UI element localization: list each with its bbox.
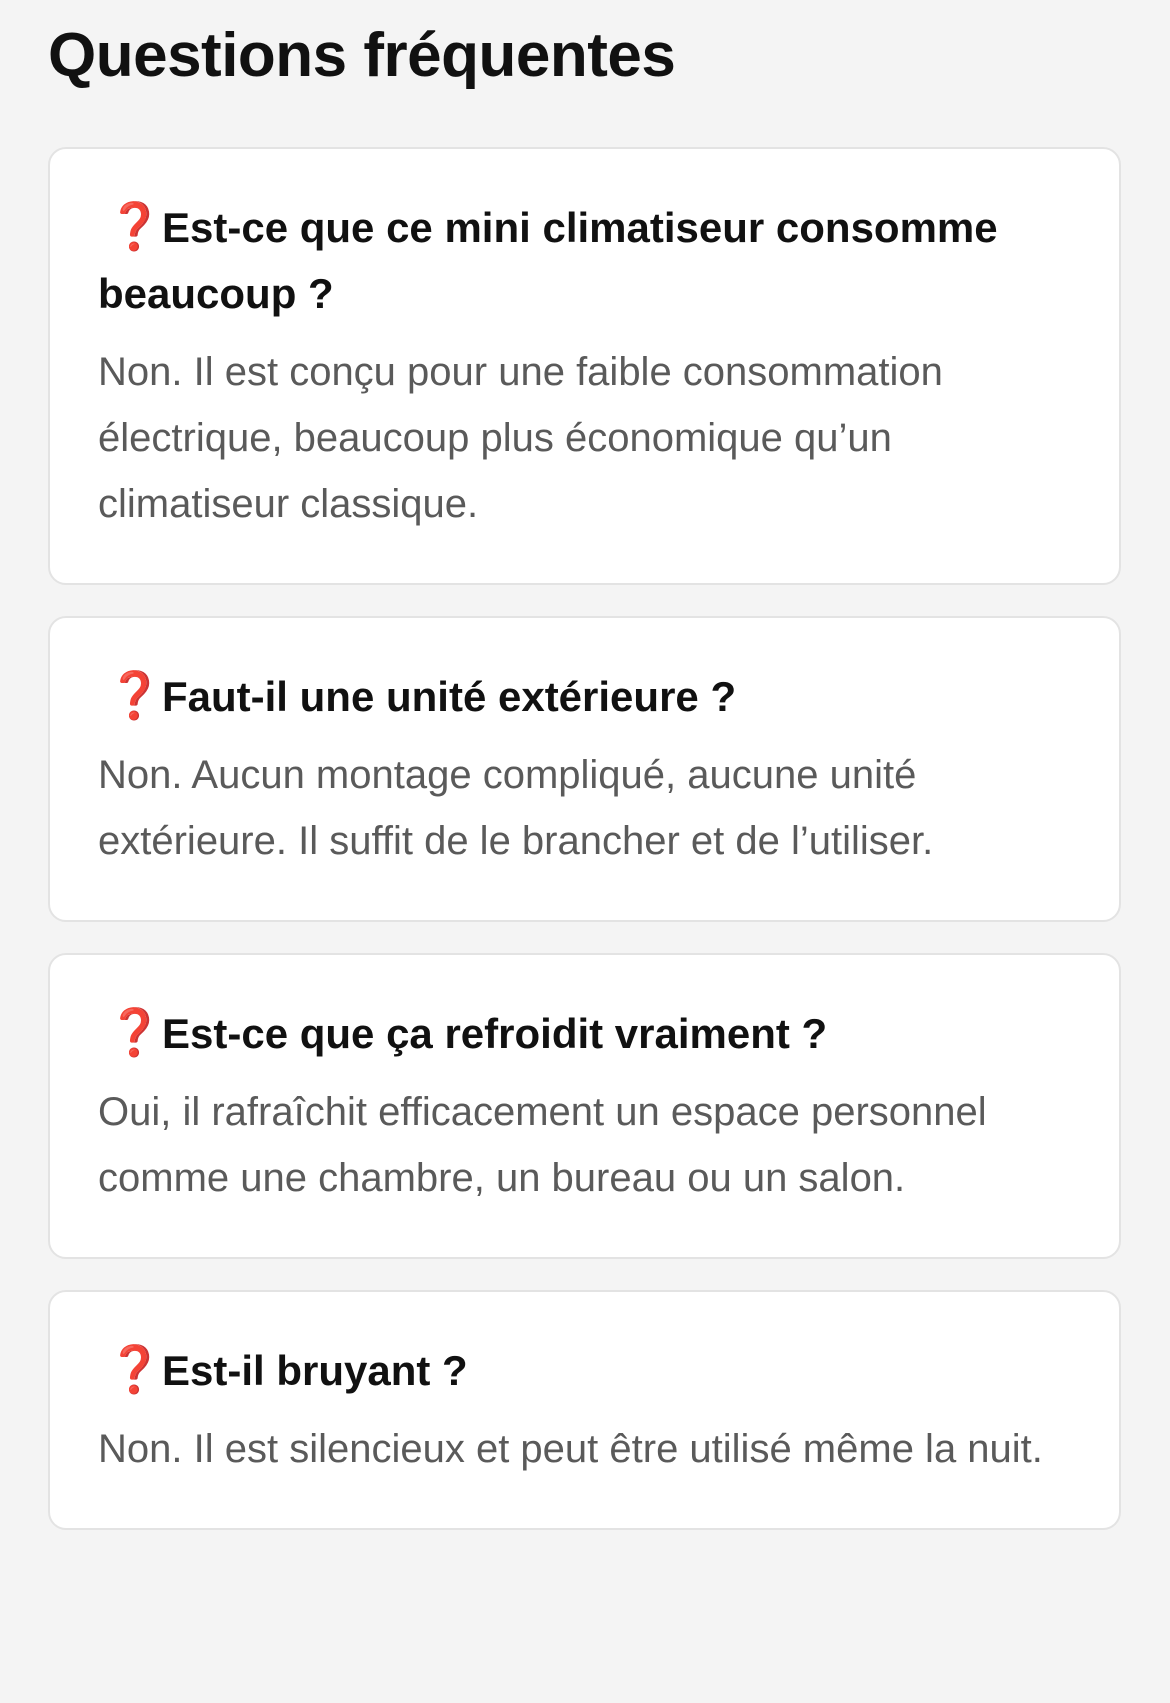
faq-item — [48, 616, 1121, 922]
faq-question — [98, 999, 1071, 1067]
question-mark-icon: ❓ — [106, 199, 164, 253]
faq-list — [48, 147, 1121, 1561]
faq-answer: Oui, il rafraîchit efficacement un espace personnel comme une chambre, un bureau ou un salon. — [98, 1090, 987, 1200]
page-title: Questions fréquentes — [48, 21, 676, 90]
faq-answer: Non. Il est conçu pour une faible consommation électrique, beaucoup plus économique qu’un climatiseur classique. — [98, 350, 943, 526]
faq-question-text: Est-ce que ça refroidit vraiment ? — [162, 1010, 828, 1057]
faq-question-text: Est-il bruyant ? — [162, 1347, 468, 1394]
faq-item — [48, 1290, 1121, 1530]
faq-question — [98, 1336, 1071, 1404]
faq-item — [48, 147, 1121, 585]
faq-question — [98, 193, 1071, 327]
question-mark-icon: ❓ — [106, 668, 164, 722]
question-mark-icon: ❓ — [106, 1342, 164, 1396]
faq-question-text: Est-ce que ce mini climatiseur consomme beaucoup ? — [98, 204, 998, 317]
faq-item — [48, 953, 1121, 1259]
faq-answer: Non. Il est silencieux et peut être utilisé même la nuit. — [98, 1427, 1043, 1471]
faq-answer: Non. Aucun montage compliqué, aucune unité extérieure. Il suffit de le brancher et de l’utiliser. — [98, 753, 934, 863]
faq-question — [98, 662, 1071, 730]
question-mark-icon: ❓ — [106, 1005, 164, 1059]
faq-question-text: Faut-il une unité extérieure ? — [162, 673, 737, 720]
